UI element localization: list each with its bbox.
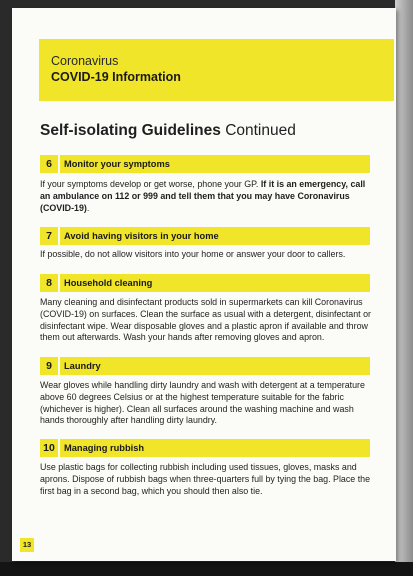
emergency-text: If it is an emergency, call an ambulance on 112 or 999 and tell them that you may have Coronavirus (COVID-19)	[40, 179, 366, 213]
section-text-end: .	[86, 202, 90, 213]
section-divider	[58, 357, 60, 375]
section-header-7	[40, 227, 370, 245]
page-heading-main: Self-isolating Guidelines	[40, 122, 221, 139]
section-title: Managing rubbish	[64, 443, 145, 453]
section-body-7: If possible, do not allow visitors into your home or answer your door to callers.	[40, 249, 346, 259]
page-number: 13	[20, 538, 34, 552]
section-divider	[58, 274, 60, 292]
page-heading	[40, 122, 296, 140]
section-divider	[58, 155, 60, 173]
section-body-10: Use plastic bags for collecting rubbish including used tissues, gloves, masks and aprons. Dispose of rubbish bags when three-quarters full by tying the bag. Place the first bag in a second bag, which you should then also tie.	[40, 462, 371, 496]
section-number: 9	[46, 360, 52, 372]
section-header-10	[40, 439, 370, 457]
banner-title: COVID-19 Information	[51, 70, 181, 84]
section-header-6	[40, 155, 370, 173]
header-banner	[39, 39, 394, 101]
section-title: Monitor your symptoms	[64, 159, 170, 169]
section-body-6	[40, 179, 372, 214]
section-number: 6	[46, 158, 52, 170]
section-title: Household cleaning	[64, 278, 153, 288]
section-text: If your symptoms develop or get worse, phone your GP.	[40, 179, 259, 189]
section-title: Avoid having visitors in your home	[64, 231, 219, 241]
section-number: 7	[46, 230, 52, 242]
banner-subtitle: Coronavirus	[51, 54, 119, 68]
section-title: Laundry	[64, 361, 101, 371]
section-header-8	[40, 274, 370, 292]
section-header-9	[40, 357, 370, 375]
section-body-8: Many cleaning and disinfectant products sold in supermarkets can kill Coronavirus (COVID-19) on surfaces. Clean the surface as usual with a detergent, disinfectant or disinfectant wipe. Wear disposable gloves and a plastic apron if available and throw them out afterwards. Wash your hands after removing gloves and apron.	[40, 297, 372, 343]
section-divider	[58, 439, 60, 457]
section-body-9: Wear gloves while handling dirty laundry and wash with detergent at a temperature above 60 degrees Celsius or at the highest temperature suitable for the fabric (whichever is higher). Clean all surfaces around the washing machine and wash hands thoroughly after handling dirty laundry.	[40, 380, 365, 426]
section-divider	[58, 227, 60, 245]
section-number: 8	[46, 277, 52, 289]
document-page	[12, 8, 396, 561]
adjacent-page-edge	[395, 0, 413, 576]
background-surface	[0, 562, 413, 576]
page-heading-continued: Continued	[225, 122, 296, 139]
section-number: 10	[43, 442, 55, 454]
